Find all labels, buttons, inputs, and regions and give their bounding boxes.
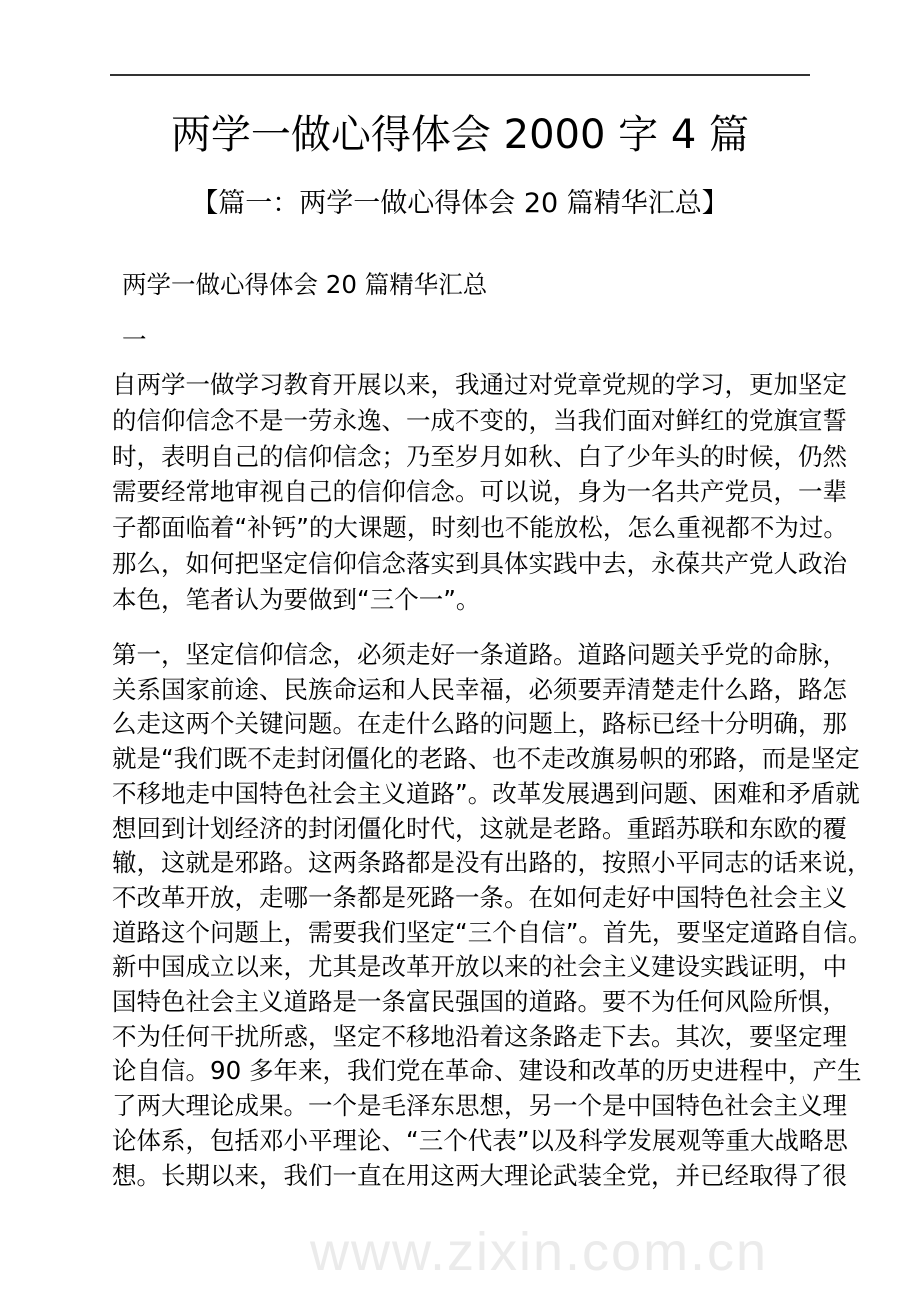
paragraph-line: 想回到计划经济的封闭僵化时代，这就是老路。重蹈苏联和东欧的覆	[112, 813, 847, 843]
paragraph-line: 不移地走中国特色社会主义道路”。改革发展遇到问题、困难和矛盾就	[112, 778, 860, 808]
paragraph-line: 新中国成立以来，尤其是改革开放以来的社会主义建设实践证明，中	[112, 952, 847, 982]
paragraph-line: 了两大理论成果。一个是毛泽东思想，另一个是中国特色社会主义理	[112, 1091, 847, 1121]
paragraph-line: 时，表明自己的信仰信念；乃至岁月如秋、白了少年头的时候，仍然	[112, 441, 847, 471]
watermark: www.zixin.com.cn	[310, 1222, 769, 1282]
section-number: 一	[122, 325, 147, 354]
paragraph-line: 子都面临着“补钙”的大课题，时刻也不能放松，怎么重视都不为过。	[112, 513, 848, 543]
paragraph-line: 自两学一做学习教育开展以来，我通过对党章党规的学习，更加坚定	[112, 370, 847, 399]
paragraph-line: 不改革开放，走哪一条都是死路一条。在如何走好中国特色社会主义	[112, 882, 847, 912]
paragraph-line: 道路这个问题上，需要我们坚定“三个自信”。首先，要坚定道路自信。	[112, 917, 873, 947]
header-rule	[110, 74, 810, 76]
paragraph-line: 就是“我们既不走封闭僵化的老路、也不走改旗易帜的邪路，而是坚定	[112, 744, 860, 774]
paragraph-line: 辙，这就是邪路。这两条路都是没有出路的，按照小平同志的话来说，	[112, 848, 872, 878]
document-subtitle: 【篇一：两学一做心得体会 20 篇精华汇总】	[191, 188, 729, 219]
paragraph-line: 第一，坚定信仰信念，必须走好一条道路。道路问题关乎党的命脉，	[112, 640, 847, 669]
paragraph-line: 国特色社会主义道路是一条富民强国的道路。要不为任何风险所惧，	[112, 987, 847, 1016]
paragraph-line: 的信仰信念不是一劳永逸、一成不变的，当我们面对鲜红的党旗宣誓	[112, 405, 847, 435]
paragraph-line: 想。长期以来，我们一直在用这两大理论武装全党，并已经取得了很	[112, 1160, 847, 1190]
document-title: 两学一做心得体会 2000 字 4 篇	[170, 112, 750, 158]
paragraph-line: 论体系，包括邓小平理论、“三个代表”以及科学发展观等重大战略思	[112, 1125, 848, 1155]
paragraph-line: 关系国家前途、民族命运和人民幸福，必须要弄清楚走什么路，路怎	[112, 674, 847, 704]
paragraph-line: 么走这两个关键问题。在走什么路的问题上，路标已经十分明确，那	[112, 709, 847, 739]
paragraph-line: 论自信。90 多年来，我们党在革命、建设和改革的历史进程中，产生	[112, 1056, 862, 1086]
paragraph-line: 那么，如何把坚定信仰信念落实到具体实践中去，永葆共产党人政治	[112, 549, 847, 578]
paragraph-line: 不为任何干扰所惑，坚定不移地沿着这条路走下去。其次，要坚定理	[112, 1021, 847, 1051]
paragraph-line: 本色，笔者认为要做到“三个一”。	[112, 584, 481, 614]
section-heading: 两学一做心得体会 20 篇精华汇总	[122, 270, 488, 299]
paragraph-line: 需要经常地审视自己的信仰信念。可以说，身为一名共产党员，一辈	[112, 477, 847, 507]
